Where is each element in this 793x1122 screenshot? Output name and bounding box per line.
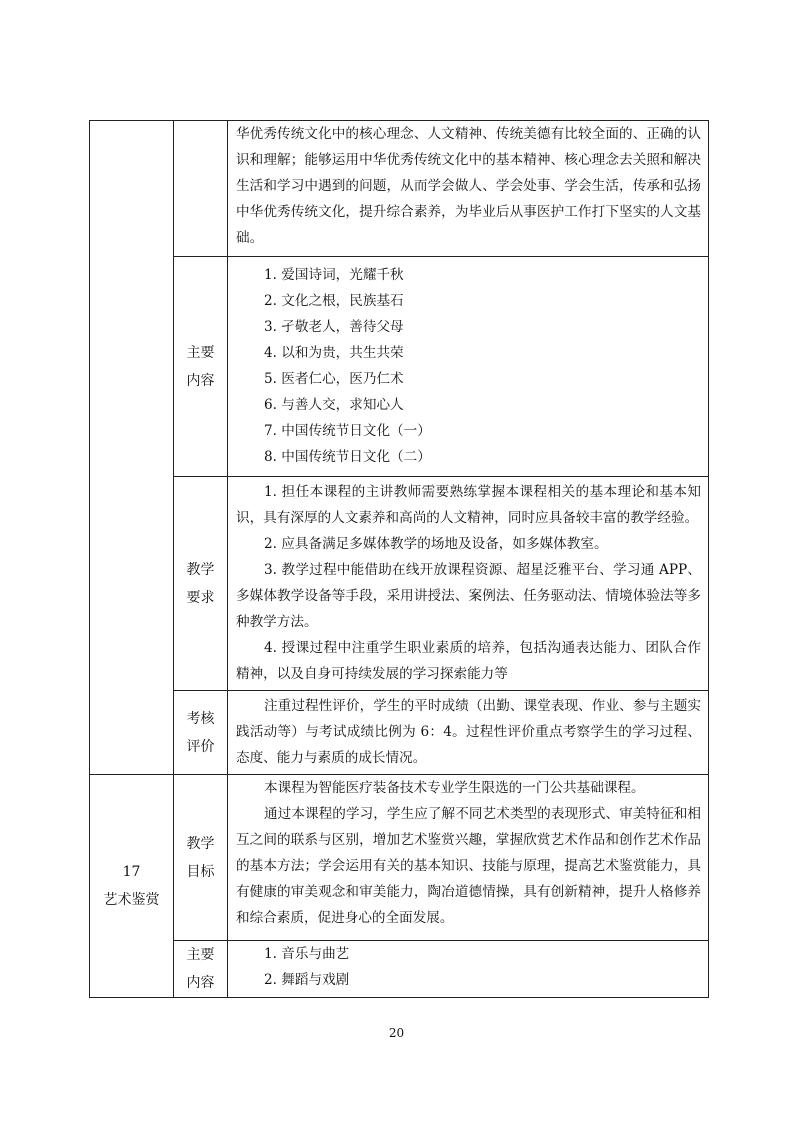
list-item: 3. 孑敬老人，善待父母 xyxy=(264,319,404,335)
course-name-cell xyxy=(90,121,174,775)
list-item: 6. 与善人交，求知心人 xyxy=(264,397,404,413)
goal-paragraph: 本课程为智能医疗装备技术专业学生限选的一门公共基础课程。 xyxy=(264,780,645,796)
list-item: 8. 中国传统节日文化（二） xyxy=(264,449,431,465)
assessment-text: 注重过程性评价，学生的平时成绩（出勤、课堂表现、作业、参与主题实践活动等）与考试成绩比例为 6：4。过程性评价重点考察学生的学习过程、态度、能力与素质的成长情况。 xyxy=(236,698,701,766)
requirement-item: 2. 应具备满足多媒体教学的场地及设备，如多媒体教室。 xyxy=(264,536,608,552)
row-label-teaching-goal: 教学 目标 xyxy=(174,775,228,941)
course-name: 艺术鉴赏 xyxy=(103,892,160,908)
table-row xyxy=(90,691,709,775)
row-label-assessment: 考核 评价 xyxy=(174,691,228,775)
table-row xyxy=(90,121,709,257)
list-item: 2. 舞蹈与戏剧 xyxy=(264,972,350,988)
row-label-main-content: 主要 内容 xyxy=(174,941,228,998)
table-row xyxy=(90,941,709,998)
teaching-requirements xyxy=(228,477,709,691)
row-label-teaching-requirements: 教学 要求 xyxy=(174,477,228,691)
table-row xyxy=(90,477,709,691)
course-number: 17 xyxy=(122,864,141,880)
requirement-item: 3. 教学过程中能借助在线开放课程资源、超星泛雅平台、学习通 APP、多媒体教学设备等手段，采用讲授法、案例法、任务驱动法、情境体验法等多种教学方法。 xyxy=(236,562,701,630)
main-content-list xyxy=(228,941,709,998)
requirement-item: 1. 担任本课程的主讲教师需要熟练掌握本课程相关的基本理论和基本知识，具有深厚的人文素养和高尚的人文精神，同时应具备较丰富的教学经验。 xyxy=(236,484,701,526)
goal-text: 华优秀传统文化中的核心理念、人文精神、传统美德有比较全面的、正确的认识和理解；能够运用中华优秀传统文化中的基本精神、核心理念去关照和解决生活和学习中遇到的问题，从而学会做人、学会处事、学会生活，传承和弘扬中华优秀传统文化，提升综合素养，为毕业后从事医护工作打下坚实的人文基础。 xyxy=(236,126,701,246)
list-item: 1. 音乐与曲艺 xyxy=(264,946,350,962)
course-table xyxy=(89,120,709,998)
table-row xyxy=(90,257,709,477)
row-label-main-content: 主要 内容 xyxy=(174,257,228,477)
course-17-name-cell xyxy=(90,775,174,998)
list-item: 7. 中国传统节日文化（一） xyxy=(264,423,431,439)
table-row xyxy=(90,775,709,941)
row-label-cell xyxy=(174,121,228,257)
goal-paragraph: 通过本课程的学习，学生应了解不同艺术类型的表现形式、审美特征和相互之间的联系与区别，增加艺术鉴赏兴趣，掌握欣赏艺术作品和创作艺术作品的基本方法；学会运用有关的基本知识、技能与原理，提高艺术鉴赏能力，具有健康的审美观念和审美能力，陶冶道德情操，具有创新精神，提升人格修养和综合素质，促进身心的全面发展。 xyxy=(236,806,701,926)
teaching-goal-continued xyxy=(228,121,709,257)
requirement-item: 4. 授课过程中注重学生职业素质的培养，包括沟通表达能力、团队合作精神，以及自身可持续发展的学习探索能力等 xyxy=(236,640,701,682)
list-item: 2. 文化之根，民族基石 xyxy=(264,293,404,309)
teaching-goal xyxy=(228,775,709,941)
assessment-text-cell xyxy=(228,691,709,775)
page-number: 20 xyxy=(388,1026,405,1040)
list-item: 4. 以和为贵，共生共荣 xyxy=(264,345,404,361)
list-item: 1. 爱国诗词，光耀千秋 xyxy=(264,267,404,283)
main-content-list xyxy=(228,257,709,477)
list-item: 5. 医者仁心，医乃仁术 xyxy=(264,371,404,387)
